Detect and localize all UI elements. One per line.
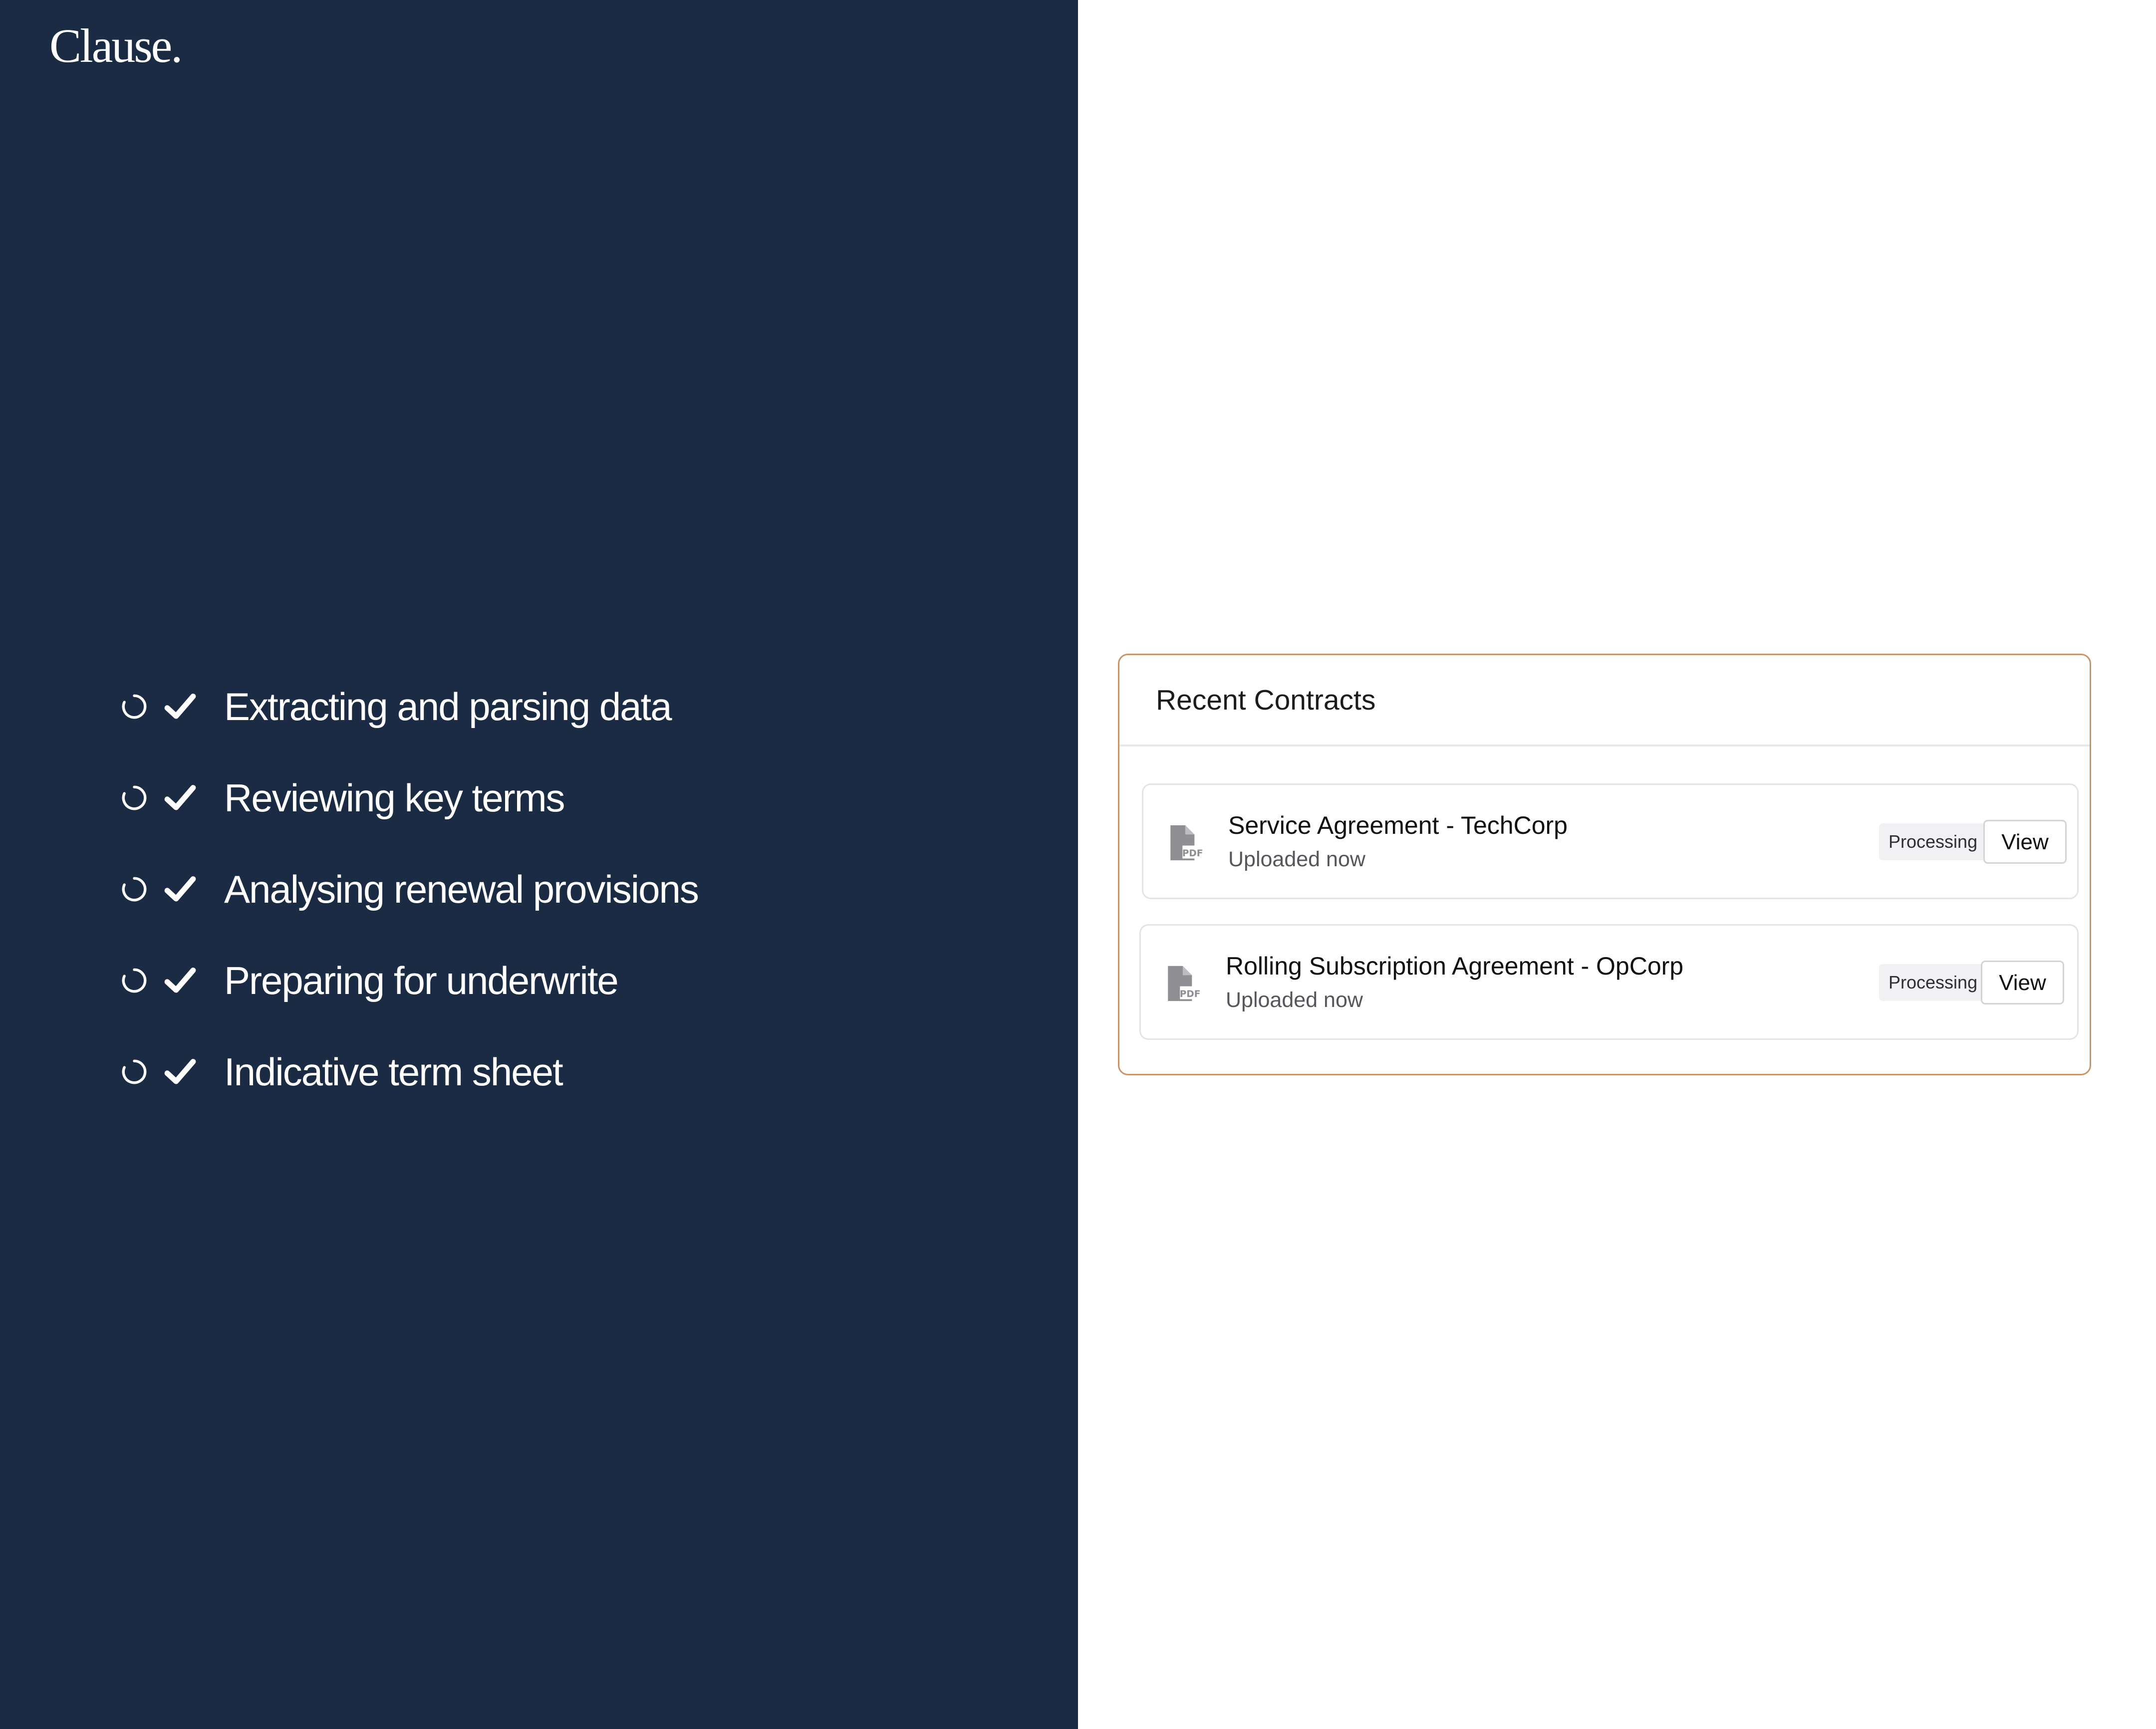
spinner-icon	[120, 966, 149, 995]
contract-name: Rolling Subscription Agreement - OpCorp	[1226, 952, 1684, 980]
check-icon	[164, 966, 197, 995]
recent-contracts-header	[1119, 655, 2090, 746]
pdf-file-icon	[1166, 823, 1203, 862]
progress-steps-list	[120, 661, 698, 1117]
progress-step	[120, 843, 698, 935]
view-contract-button[interactable]: View	[1981, 961, 2064, 1004]
progress-step-label: Extracting and parsing data	[224, 684, 671, 729]
view-contract-button[interactable]: View	[1983, 820, 2067, 864]
check-icon	[164, 692, 197, 722]
check-icon	[164, 783, 197, 813]
progress-step	[120, 1026, 698, 1117]
progress-step-label: Reviewing key terms	[224, 775, 564, 820]
pdf-file-icon	[1163, 964, 1200, 1003]
status-badge: Processing	[1879, 823, 1987, 860]
recent-contracts-card	[1118, 654, 2091, 1075]
svg-text:PDF: PDF	[1179, 988, 1200, 999]
progress-step	[120, 661, 698, 752]
contract-name: Service Agreement - TechCorp	[1228, 811, 1568, 839]
spinner-icon	[120, 692, 149, 721]
brand-logo: Clause.	[49, 19, 182, 72]
progress-step-label: Preparing for underwrite	[224, 958, 618, 1002]
spinner-icon	[120, 875, 149, 904]
spinner-icon	[120, 1057, 149, 1086]
contract-upload-status: Uploaded now	[1228, 847, 1365, 871]
contract-list-item	[1139, 924, 2079, 1040]
svg-text:PDF: PDF	[1182, 848, 1203, 859]
progress-step	[120, 935, 698, 1026]
recent-contracts-title: Recent Contracts	[1156, 684, 1376, 716]
check-icon	[164, 1057, 197, 1087]
check-icon	[164, 874, 197, 904]
progress-step-label: Analysing renewal provisions	[224, 867, 698, 911]
progress-step-label: Indicative term sheet	[224, 1049, 562, 1094]
progress-step	[120, 752, 698, 843]
contract-list-item	[1142, 783, 2079, 899]
status-badge: Processing	[1879, 964, 1987, 1001]
contract-upload-status: Uploaded now	[1226, 988, 1363, 1012]
spinner-icon	[120, 783, 149, 812]
